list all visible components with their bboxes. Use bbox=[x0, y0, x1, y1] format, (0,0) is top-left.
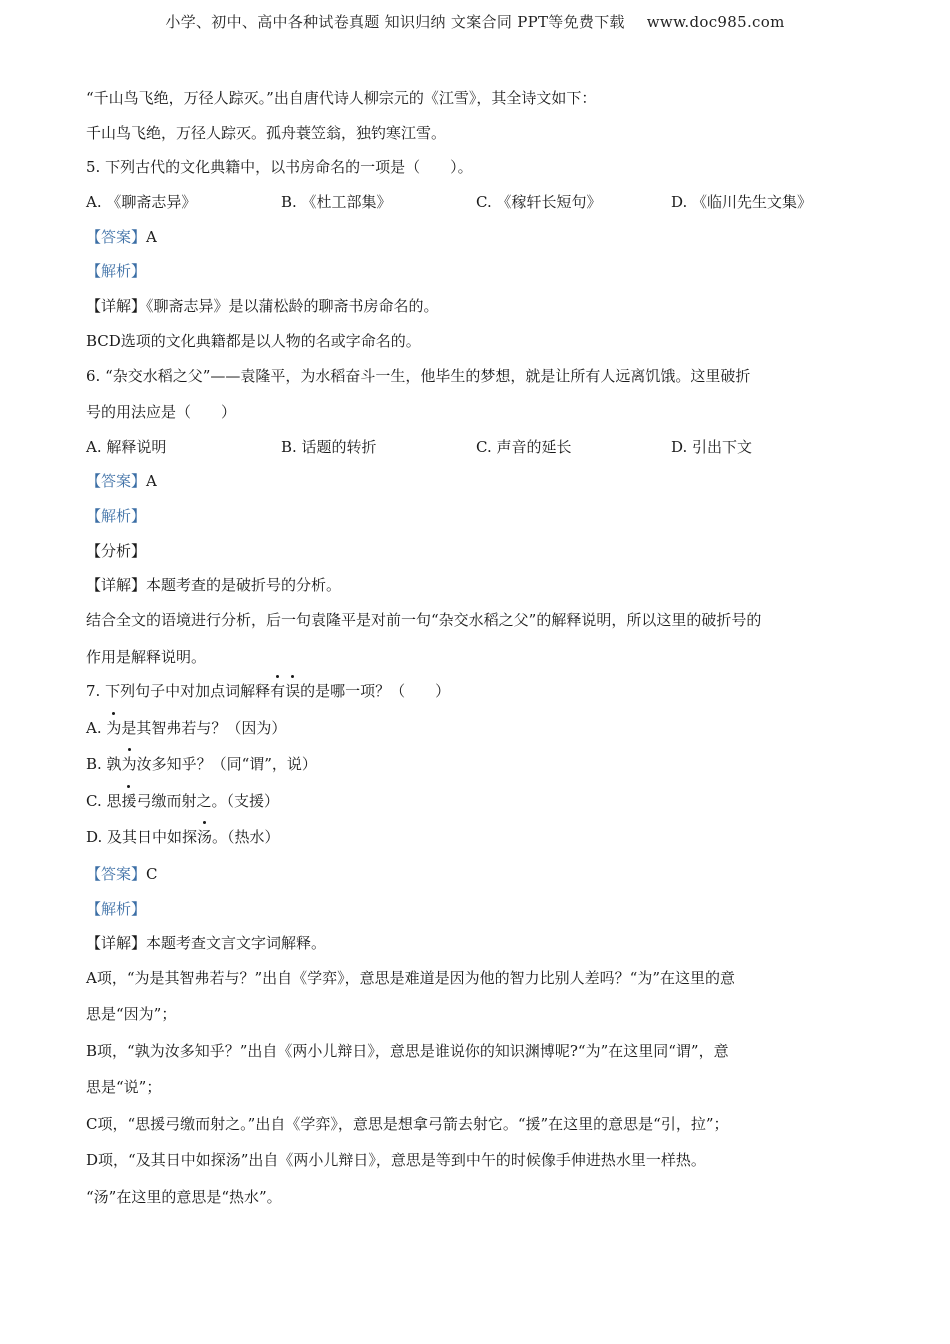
dotted-word: 为 bbox=[121, 755, 137, 774]
q6-answer-value: A bbox=[146, 472, 157, 491]
intro-line-2: 千山鸟飞绝，万径人踪灭。孤舟蓑笠翁，独钓寒江雪。 bbox=[86, 123, 447, 142]
q7-option-a: A. 为是其智弗若与？（因为） bbox=[86, 718, 287, 737]
q7-answer-value: C bbox=[146, 864, 158, 883]
q7-expl-b-2: 思是“说”； bbox=[86, 1078, 162, 1097]
q6-detail: 【详解】本题考查的是破折号的分析。 bbox=[86, 576, 342, 595]
q7-expl-d-1: D项，“及其日中如探汤”出自《两小儿辩日》，意思是等到中午的时候像手伸进热水里一样热。 bbox=[86, 1151, 706, 1170]
q7-option-d: D. 及其日中如探汤。（热水） bbox=[86, 828, 280, 847]
q7-expl-d-2: “汤”在这里的意思是“热水”。 bbox=[86, 1187, 282, 1206]
q5-option-b: B. 《杜工部集》 bbox=[281, 193, 392, 212]
q6-option-a: A. 解释说明 bbox=[86, 437, 167, 456]
q7-emphasis-dot-1: 有 bbox=[270, 682, 286, 701]
dotted-word: 为 bbox=[106, 718, 122, 737]
q5-option-a: A. 《聊斋志异》 bbox=[86, 193, 197, 212]
header-text: 小学、初中、高中各种试卷真题 知识归纳 文案合同 PPT等免费下载 bbox=[165, 13, 625, 31]
header-url[interactable]: www.doc985.com bbox=[646, 13, 785, 31]
q5-option-c: C. 《稼轩长短句》 bbox=[476, 193, 602, 212]
q5-analysis-tag: 【解析】 bbox=[86, 262, 147, 281]
q7-expl-a-2: 思是“因为”； bbox=[86, 1005, 177, 1024]
q6-options bbox=[86, 437, 866, 472]
answer-tag: 【答案】 bbox=[86, 227, 147, 246]
q5-options bbox=[86, 192, 866, 227]
q6-explanation-1: 结合全文的语境进行分析，后一句袁隆平是对前一句“杂交水稻之父”的解释说明，所以这里的破折号的 bbox=[86, 611, 762, 630]
q7-emphasis-dot-2: 误 bbox=[285, 682, 301, 701]
q7-option-b: B. 孰为汝多知乎？（同“谓”，说） bbox=[86, 755, 317, 774]
q7-option-c: C. 思援弓缴而射之。（支援） bbox=[86, 791, 280, 810]
q6-option-d: D. 引出下文 bbox=[671, 437, 753, 456]
q7-stem: 7. 下列句子中对加点词解释有误的是哪一项？（ ） bbox=[86, 682, 451, 701]
q5-detail: 【详解】《聊斋志异》是以蒲松龄的聊斋书房命名的。 bbox=[86, 297, 439, 316]
q7-expl-a-1: A项，“为是其智弗若与？”出自《学弈》，意思是难道是因为他的智力比别人差吗？“为”在这里的意 bbox=[86, 968, 736, 987]
q6-stem-2: 号的用法应是（ ） bbox=[86, 403, 237, 421]
document-body bbox=[86, 88, 866, 1222]
q5-option-d: D. 《临川先生文集》 bbox=[671, 193, 813, 212]
q7-analysis-tag: 【解析】 bbox=[86, 899, 147, 918]
dotted-word: 援 bbox=[121, 791, 137, 810]
q6-stem-1: 6. “杂交水稻之父”——袁隆平，为水稻奋斗一生，他毕生的梦想，就是让所有人远离饥饿。这里破折 bbox=[86, 366, 751, 385]
q6-option-b: B. 话题的转折 bbox=[281, 437, 377, 456]
detail-tag: 【详解】 bbox=[86, 297, 147, 316]
q6-analysis-tag: 【解析】 bbox=[86, 507, 147, 526]
q7-detail: 【详解】本题考查文言文字词解释。 bbox=[86, 934, 327, 953]
q6-answer: 【答案】A bbox=[86, 472, 157, 491]
q6-explanation-2: 作用是解释说明。 bbox=[86, 647, 207, 666]
q7-expl-c-1: C项，“思援弓缴而射之。”出自《学弈》，意思是想拿弓箭去射它。“援”在这里的意思是“引，拉”； bbox=[86, 1114, 729, 1133]
q5-stem: 5. 下列古代的文化典籍中，以书房命名的一项是（ ）。 bbox=[86, 158, 473, 177]
q5-answer-value: A bbox=[146, 227, 157, 246]
dotted-word: 汤 bbox=[197, 828, 213, 847]
q6-fenxi-tag: 【分析】 bbox=[86, 541, 147, 560]
q5-answer bbox=[86, 227, 866, 262]
q6-option-c: C. 声音的延长 bbox=[476, 437, 572, 456]
q7-expl-b-1: B项，“孰为汝多知乎？”出自《两小儿辩日》，意思是谁说你的知识渊博呢?“为”在这里同“谓”，意 bbox=[86, 1041, 729, 1060]
intro-line-1: “千山鸟飞绝，万径人踪灭。”出自唐代诗人柳宗元的《江雪》，其全诗文如下： bbox=[86, 89, 597, 107]
q5-note: BCD选项的文化典籍都是以人物的名或字命名的。 bbox=[86, 331, 421, 350]
q7-answer: 【答案】C bbox=[86, 864, 158, 883]
page-header bbox=[0, 11, 950, 32]
